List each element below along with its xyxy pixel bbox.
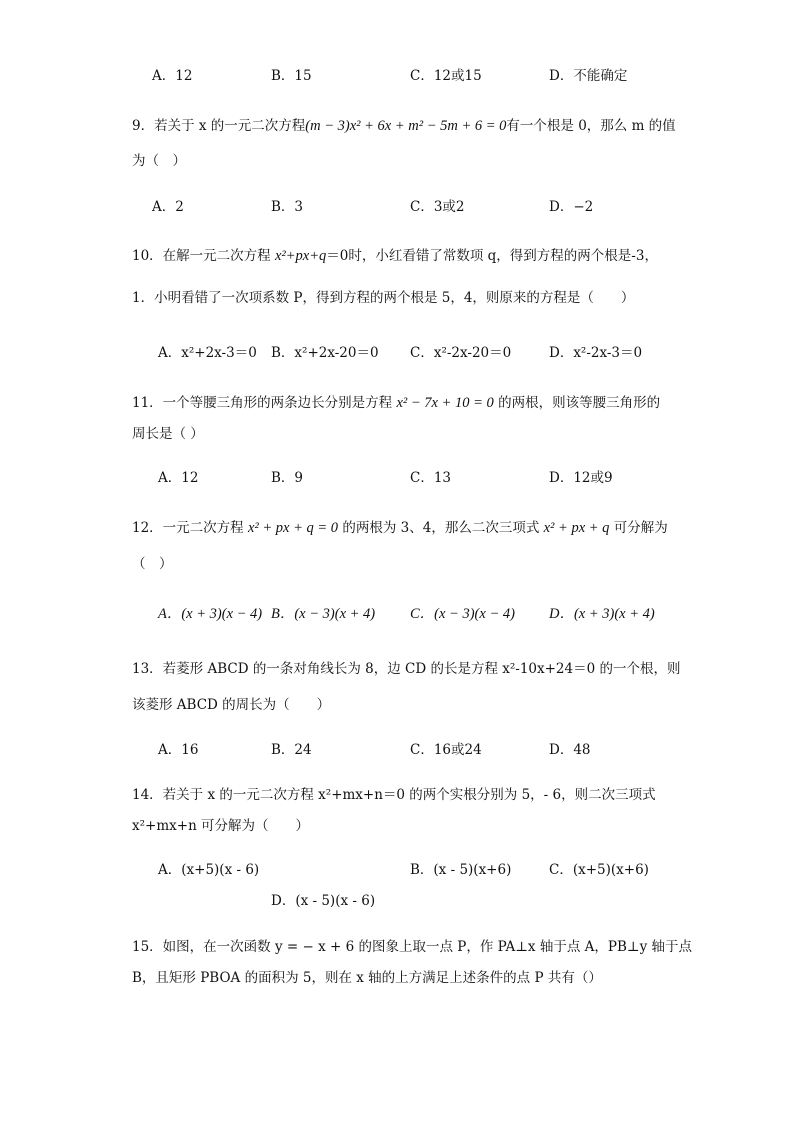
q9-line2: 为（ ） xyxy=(132,153,186,169)
q9-line1 xyxy=(132,116,676,136)
q12-line2: （ ） xyxy=(132,556,173,572)
q14-line2: x²+mx+n 可分解为（ ） xyxy=(132,818,310,834)
q12-line1 xyxy=(132,518,668,538)
q13-line2: 该菱形 ABCD 的周长为（ ） xyxy=(132,697,331,713)
q12-trinomial: x² + px + q xyxy=(543,520,610,536)
q10-option-a: A．x²+2x-3＝0 xyxy=(158,345,257,361)
q12-text-pre: 12．一元二次方程 xyxy=(132,520,248,536)
q9-option-b: B．3 xyxy=(271,199,304,215)
q11-text-post: 的两根，则该等腰三角形的 xyxy=(493,395,661,411)
q8-option-b: B．15 xyxy=(271,68,312,84)
q10-line2: 1．小明看错了一次项系数 P，得到方程的两个根是 5，4，则原来的方程是（ ） xyxy=(132,290,635,306)
q14-option-b: B．(x - 5)(x+6) xyxy=(410,862,512,878)
q11-option-c: C．13 xyxy=(410,470,452,486)
q12-option-d-text: D．(x + 3)(x + 4) xyxy=(549,606,655,622)
q11-text-pre: 11．一个等腰三角形的两条边长分别是方程 xyxy=(132,395,397,411)
q10-option-c: C．x²-2x-20＝0 xyxy=(410,345,512,361)
q12-option-c-text: C．(x − 3)(x − 4) xyxy=(410,606,515,622)
q13-option-a: A．16 xyxy=(158,742,199,758)
q12-option-b xyxy=(271,604,375,624)
q12-option-b-text: B．(x − 3)(x + 4) xyxy=(271,606,376,622)
q15-line2: B，且矩形 PBOA 的面积为 5，则在 x 轴的上方满足上述条件的点 P 共有（） xyxy=(132,970,602,986)
q12-option-a xyxy=(158,604,262,624)
q8-option-a: A．12 xyxy=(152,68,193,84)
q15-line1: 15．如图，在一次函数 y = − x + 6 的图象上取一点 P，作 PA⊥x 轴于点 A，PB⊥y 轴于点 xyxy=(132,939,692,955)
q11-option-b: B．9 xyxy=(271,470,304,486)
q13-option-d: D．48 xyxy=(549,742,591,758)
q13-option-b: B．24 xyxy=(271,742,312,758)
q10-text-post: ＝0时，小红看错了常数项 q，得到方程的两个根是-3， xyxy=(326,248,658,264)
q9-option-c: C．3或2 xyxy=(410,199,465,215)
q12-text-mid: 的两根为 3、4，那么二次三项式 xyxy=(338,520,544,536)
q12-option-c xyxy=(410,604,515,624)
q9-text-pre: 9．若关于 x 的一元二次方程 xyxy=(132,118,306,134)
q10-option-d: D．x²-2x-3＝0 xyxy=(549,345,643,361)
q12-option-d xyxy=(549,604,655,624)
q14-line1: 14．若关于 x 的一元二次方程 x²+mx+n＝0 的两个实根分别为 5，- 6，则二次三项式 xyxy=(132,787,656,803)
q9-option-d: D．−2 xyxy=(549,199,594,215)
q12-text-post: 可分解为 xyxy=(609,520,668,536)
q11-equation: x² − 7x + 10 = 0 xyxy=(396,395,494,411)
q8-option-c: C．12或15 xyxy=(410,68,482,84)
q11-line2: 周长是（ ） xyxy=(132,426,204,442)
q11-line1 xyxy=(132,393,660,413)
q13-option-c: C．16或24 xyxy=(410,742,482,758)
q11-option-a: A．12 xyxy=(158,470,199,486)
q12-equation: x² + px + q = 0 xyxy=(247,520,339,536)
q10-line1 xyxy=(132,246,658,266)
q11-option-d: D．12或9 xyxy=(549,470,613,486)
q14-option-a: A．(x+5)(x - 6) xyxy=(158,862,260,878)
q9-equation: (m − 3)x² + 6x + m² − 5m + 6 = 0 xyxy=(305,118,507,134)
q14-option-d: D．(x - 5)(x - 6) xyxy=(271,893,376,909)
q10-text-pre: 10．在解一元二次方程 xyxy=(132,248,275,264)
q8-option-d: D．不能确定 xyxy=(549,68,628,84)
q13-line1: 13．若菱形 ABCD 的一条对角线长为 8，边 CD 的长是方程 x²-10x+24＝0 的一个根，则 xyxy=(132,661,681,677)
q9-text-post: 有一个根是 0，那么 m 的值 xyxy=(506,118,676,134)
q10-equation: x²+px+q xyxy=(274,248,327,264)
q10-option-b: B．x²+2x-20＝0 xyxy=(271,345,379,361)
q9-option-a: A．2 xyxy=(152,199,184,215)
q14-option-c: C．(x+5)(x+6) xyxy=(549,862,649,878)
q12-option-a-text: A．(x + 3)(x − 4) xyxy=(158,606,263,622)
